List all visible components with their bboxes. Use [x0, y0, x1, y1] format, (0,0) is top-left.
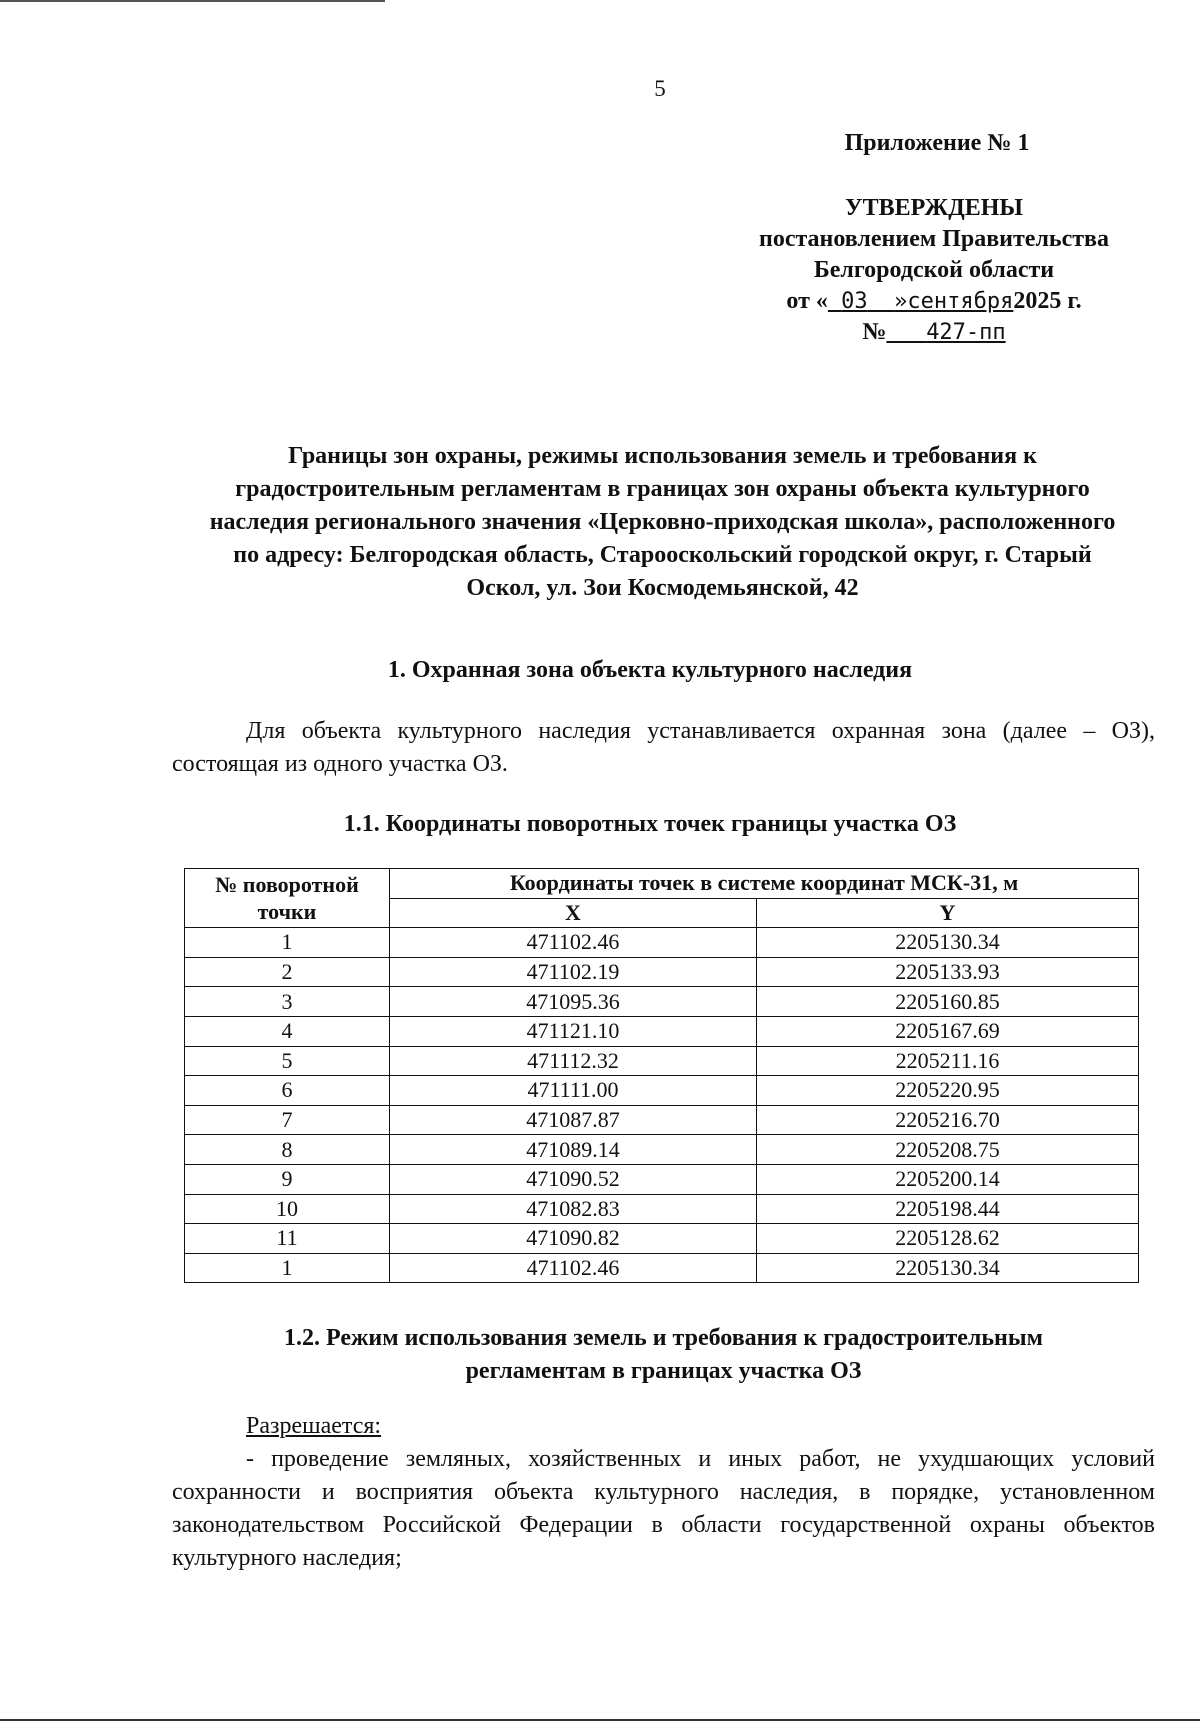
y-cell: 2205130.34: [757, 928, 1139, 958]
section1-2-heading: [172, 1322, 1155, 1388]
point-cell: 7: [185, 1105, 390, 1135]
point-cell: 9: [185, 1164, 390, 1194]
section1-1-heading: 1.1. Координаты поворотных точек границы участка ОЗ: [343, 811, 957, 837]
point-cell: 5: [185, 1046, 390, 1076]
appendix-label: Приложение № 1: [844, 130, 1030, 156]
date-day: 03: [841, 289, 868, 314]
y-cell: 2205160.85: [757, 987, 1139, 1017]
x-cell: 471090.82: [390, 1224, 757, 1254]
date-mid: »: [894, 289, 908, 314]
point-cell: 3: [185, 987, 390, 1017]
table-row: [185, 1016, 1139, 1046]
table-row: [185, 1076, 1139, 1106]
y-cell: 2205130.34: [757, 1253, 1139, 1283]
table-row: [185, 1253, 1139, 1283]
col-x-header: X: [390, 898, 757, 928]
table-row: [185, 957, 1139, 987]
scan-edge-bottom: [0, 1719, 1200, 1721]
number-prefix: №: [862, 319, 887, 345]
date-prefix: от «: [786, 288, 828, 314]
date-month: сентября: [907, 289, 1014, 314]
point-cell: 1: [185, 928, 390, 958]
point-cell: 2: [185, 957, 390, 987]
col-coords-header: Координаты точек в системе координат МСК-31, м: [390, 869, 1139, 899]
col-point-header: № поворотной точки: [185, 869, 390, 928]
x-cell: 471111.00: [390, 1076, 757, 1106]
section1-2-heading-line2: регламентам в границах участка ОЗ: [465, 1358, 862, 1384]
x-cell: 471087.87: [390, 1105, 757, 1135]
table-row: [185, 1194, 1139, 1224]
y-cell: 2205198.44: [757, 1194, 1139, 1224]
table-row: [185, 1105, 1139, 1135]
table-row: [185, 1135, 1139, 1165]
y-cell: 2205211.16: [757, 1046, 1139, 1076]
point-cell: 8: [185, 1135, 390, 1165]
approval-date: [720, 286, 1148, 317]
point-cell: 10: [185, 1194, 390, 1224]
y-cell: 2205220.95: [757, 1076, 1139, 1106]
table-row: [185, 1164, 1139, 1194]
table-row: [185, 987, 1139, 1017]
y-cell: 2205128.62: [757, 1224, 1139, 1254]
x-cell: 471112.32: [390, 1046, 757, 1076]
x-cell: 471095.36: [390, 987, 757, 1017]
point-cell: 6: [185, 1076, 390, 1106]
allowed-label: Разрешается:: [246, 1413, 382, 1439]
allowed-label-para: [172, 1410, 1155, 1443]
approval-line1: постановлением Правительства: [758, 226, 1109, 252]
point-cell: 4: [185, 1016, 390, 1046]
allowed-item-1: - проведение земляных, хозяйственных и иных работ, не ухудшающих условий сохранности и восприятия объекта культурного наследия, в порядке, установленном законодательством Российской Федерации в области государственной охраны объектов культурного наследия;: [172, 1446, 1155, 1571]
section1-2-heading-line1: 1.2. Режим использования земель и требования к градостроительным: [284, 1325, 1043, 1351]
table-row: [185, 1224, 1139, 1254]
page-number: 5: [654, 76, 666, 101]
y-cell: 2205216.70: [757, 1105, 1139, 1135]
approval-number: [720, 317, 1148, 348]
document-title: Границы зон охраны, режимы использования земель и требования к градостроительным регламентам в границах зон охраны объекта культурного наследия регионального значения «Церковно-приходская школа», расположенного по адресу: Белгородская область, Старооскольский городской округ, г. Старый Оскол, ул. Зои Космодемьянской, 42: [209, 443, 1116, 601]
y-cell: 2205167.69: [757, 1016, 1139, 1046]
section1-heading: 1. Охранная зона объекта культурного наследия: [387, 657, 913, 683]
col-y-header: Y: [757, 898, 1139, 928]
number-value: 427-пп: [926, 320, 1006, 345]
y-cell: 2205133.93: [757, 957, 1139, 987]
date-year: 2025 г.: [1013, 288, 1082, 314]
x-cell: 471090.52: [390, 1164, 757, 1194]
x-cell: 471082.83: [390, 1194, 757, 1224]
y-cell: 2205200.14: [757, 1164, 1139, 1194]
approval-heading: УТВЕРЖДЕНЫ: [845, 195, 1023, 221]
scan-edge-top: [0, 0, 385, 2]
x-cell: 471102.19: [390, 957, 757, 987]
section1-intro: Для объекта культурного наследия устанавливается охранная зона (далее – ОЗ), состоящая из одного участка ОЗ.: [172, 718, 1155, 777]
y-cell: 2205208.75: [757, 1135, 1139, 1165]
x-cell: 471121.10: [390, 1016, 757, 1046]
point-cell: 11: [185, 1224, 390, 1254]
x-cell: 471089.14: [390, 1135, 757, 1165]
x-cell: 471102.46: [390, 1253, 757, 1283]
point-cell: 1: [185, 1253, 390, 1283]
table-row: [185, 928, 1139, 958]
table-row: [185, 1046, 1139, 1076]
coordinates-table-body: [185, 928, 1139, 1283]
coordinates-table: [184, 868, 1139, 1283]
x-cell: 471102.46: [390, 928, 757, 958]
approval-block: [720, 193, 1148, 348]
approval-line2: Белгородской области: [813, 257, 1055, 283]
